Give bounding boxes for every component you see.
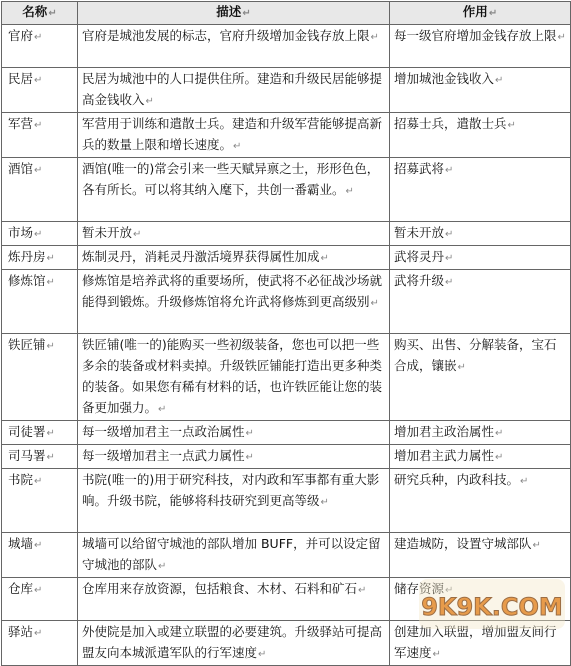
cell-use: 购买、出售、分解装备，宝石合成，镶嵌↵ bbox=[390, 334, 571, 421]
table-row bbox=[2, 621, 571, 666]
cell-name: 铁匠铺↵ bbox=[2, 334, 78, 421]
table-row bbox=[2, 270, 571, 334]
building-table bbox=[1, 1, 571, 666]
cell-desc: 民居为城池中的人口提供住所。建造和升级民居能够提高金钱收入↵ bbox=[78, 68, 390, 113]
cell-name: 修炼馆↵ bbox=[2, 270, 78, 334]
cell-use: 武将升级↵ bbox=[390, 270, 571, 334]
cell-name: 炼丹房↵ bbox=[2, 246, 78, 270]
table-row bbox=[2, 158, 571, 222]
cell-name: 书院↵ bbox=[2, 469, 78, 533]
cell-desc: 铁匠铺(唯一的)能购买一些初级装备，您也可以把一些多余的装备或材料卖掉。升级铁匠铺能打造出更多种类的装备。如果您有稀有材料的话，也许铁匠能让您的装备更加强力。↵ bbox=[78, 334, 390, 421]
table-row bbox=[2, 578, 571, 621]
cell-use: 增加城池金钱收入↵ bbox=[390, 68, 571, 113]
cell-desc: 官府是城池发展的标志，官府升级增加金钱存放上限↵ bbox=[78, 25, 390, 68]
table-row bbox=[2, 113, 571, 158]
cell-desc: 城墙可以给留守城池的部队增加 BUFF，并可以设定留守城池的部队↵ bbox=[78, 533, 390, 578]
cell-use: 暂未开放↵ bbox=[390, 222, 571, 246]
cell-use: 增加君主政治属性↵ bbox=[390, 421, 571, 445]
cell-desc: 炼制灵丹，消耗灵丹激活境界获得属性加成↵ bbox=[78, 246, 390, 270]
cell-name: 官府↵ bbox=[2, 25, 78, 68]
table-row bbox=[2, 246, 571, 270]
cell-name: 军营↵ bbox=[2, 113, 78, 158]
cell-name: 司徒署↵ bbox=[2, 421, 78, 445]
cell-desc: 修炼馆是培养武将的重要场所，使武将不必征战沙场就能得到锻炼。升级修炼馆将允许武将修炼到更高级别↵ bbox=[78, 270, 390, 334]
watermark-text: 9K9K.COM bbox=[421, 593, 563, 621]
cell-use: 武将灵丹↵ bbox=[390, 246, 571, 270]
table-row bbox=[2, 25, 571, 68]
table-row bbox=[2, 222, 571, 246]
cell-name: 酒馆↵ bbox=[2, 158, 78, 222]
cell-name: 市场↵ bbox=[2, 222, 78, 246]
cell-desc: 暂未开放↵ bbox=[78, 222, 390, 246]
cell-desc: 外使院是加入或建立联盟的必要建筑。升级驿站可提高盟友向本城派遣军队的行军速度↵ bbox=[78, 621, 390, 666]
cell-desc: 每一级增加君主一点武力属性↵ bbox=[78, 445, 390, 469]
table-row bbox=[2, 68, 571, 113]
cell-name: 民居↵ bbox=[2, 68, 78, 113]
cell-use: 增加君主武力属性↵ bbox=[390, 445, 571, 469]
cell-name: 城墙↵ bbox=[2, 533, 78, 578]
header-desc: 描述↵ bbox=[78, 2, 390, 25]
cell-desc: 书院(唯一的)用于研究科技，对内政和军事都有重大影响。升级书院，能够将科技研究到更高等级↵ bbox=[78, 469, 390, 533]
table-row bbox=[2, 533, 571, 578]
header-name: 名称↵ bbox=[2, 2, 78, 25]
cell-desc: 每一级增加君主一点政治属性↵ bbox=[78, 421, 390, 445]
cell-desc: 军营用于训练和遣散士兵。建造和升级军营能够提高新兵的数量上限和增长速度。↵ bbox=[78, 113, 390, 158]
cell-name: 仓库↵ bbox=[2, 578, 78, 621]
cell-use: 研究兵种，内政科技。↵ bbox=[390, 469, 571, 533]
cell-use: 招募武将↵ bbox=[390, 158, 571, 222]
table-row bbox=[2, 445, 571, 469]
table-row bbox=[2, 334, 571, 421]
cell-name: 司马署↵ bbox=[2, 445, 78, 469]
cell-desc: 仓库用来存放资源，包括粮食、木材、石料和矿石↵ bbox=[78, 578, 390, 621]
cell-use: 建造城防，设置守城部队↵ bbox=[390, 533, 571, 578]
cell-desc: 酒馆(唯一的)常会引来一些天赋异禀之士，形形色色，各有所长。可以将其纳入麾下，共创一番霸业。↵ bbox=[78, 158, 390, 222]
header-use: 作用↵ bbox=[390, 2, 571, 25]
cell-use: 招募士兵，遣散士兵↵ bbox=[390, 113, 571, 158]
cell-name: 驿站↵ bbox=[2, 621, 78, 666]
cell-use: 每一级官府增加金钱存放上限↵ bbox=[390, 25, 571, 68]
table-row bbox=[2, 421, 571, 445]
cell-use: 创建加入联盟，增加盟友间行军速度↵ bbox=[390, 621, 571, 666]
cell-use: 储存资源↵ bbox=[390, 578, 571, 621]
table-row bbox=[2, 469, 571, 533]
table-header-row bbox=[2, 2, 571, 25]
